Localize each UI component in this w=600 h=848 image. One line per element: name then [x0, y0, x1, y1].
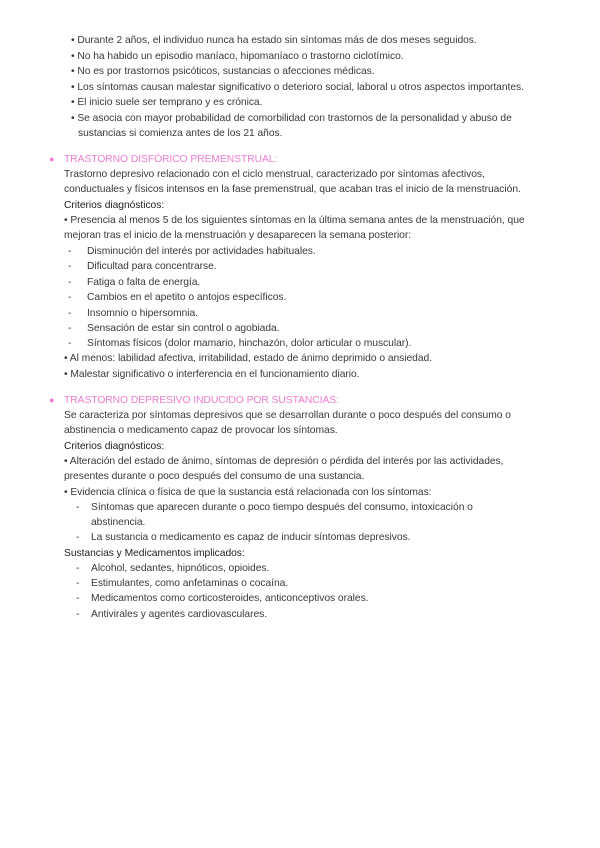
symptom-item: Disminución del interés por actividades habituales. [87, 246, 316, 257]
substances-heading: Sustancias y Medicamentos implicados: [64, 548, 245, 559]
section-marker-icon: ● [49, 395, 55, 405]
criteria-lead: mejoran tras el inicio de la menstruación y desaparecen la semana posterior: [64, 230, 412, 241]
section-intro: Trastorno depresivo relacionado con el ciclo menstrual, caracterizado por síntomas afectivos, [64, 169, 485, 180]
dash-marker: - [76, 578, 80, 589]
symptom-item: Dificultad para concentrarse. [87, 261, 217, 272]
bullet-item: • Malestar significativo o interferencia en el funcionamiento diario. [64, 369, 360, 380]
bullet-item: • No ha habido un episodio maníaco, hipomaníaco o trastorno ciclotímico. [71, 51, 404, 62]
bullet-item-continuation: sustancias si comienza antes de los 21 años. [78, 128, 283, 139]
dash-marker: - [76, 563, 80, 574]
bullet-item: • No es por trastornos psicóticos, sustancias o afecciones médicas. [71, 66, 375, 77]
bullet-item: • Alteración del estado de ánimo, síntomas de depresión o pérdida del interés por las actividades, [64, 456, 504, 467]
section-title: TRASTORNO DEPRESIVO INDUCIDO POR SUSTANCIAS: [64, 395, 339, 406]
substance-item: Alcohol, sedantes, hipnóticos, opioides. [91, 563, 270, 574]
bullet-item: • Se asocia con mayor probabilidad de comorbilidad con trastornos de la personalidad y abuso de [71, 113, 512, 124]
symptom-item: Cambios en el apetito o antojos específicos. [87, 292, 287, 303]
dash-marker: - [68, 261, 72, 272]
dash-marker: - [76, 502, 80, 513]
criteria-lead: • Presencia al menos 5 de los siguientes síntomas en la última semana antes de la menstruación, que [64, 215, 525, 226]
criteria-heading: Criterios diagnósticos: [64, 200, 165, 211]
symptom-item: Fatiga o falta de energía. [87, 277, 201, 288]
section-intro: conductuales y físicos intensos en la fase premenstrual, que acaban tras el inicio de la menstruación. [64, 184, 521, 195]
symptom-item: Insomnio o hipersomnia. [87, 308, 199, 319]
dash-marker: - [68, 323, 72, 334]
criteria-heading: Criterios diagnósticos: [64, 441, 165, 452]
substance-item: Antivirales y agentes cardiovasculares. [91, 609, 268, 620]
dash-marker: - [76, 532, 80, 543]
dash-marker: - [68, 338, 72, 349]
evidence-item: La sustancia o medicamento es capaz de inducir síntomas depresivos. [91, 532, 411, 543]
bullet-item: • El inicio suele ser temprano y es crónica. [71, 97, 263, 108]
dash-marker: - [68, 246, 72, 257]
dash-marker: - [68, 308, 72, 319]
section-title: TRASTORNO DISFÓRICO PREMENSTRUAL: [64, 154, 278, 165]
bullet-item: • Al menos: labilidad afectiva, irritabilidad, estado de ánimo deprimido o ansiedad. [64, 353, 433, 364]
dash-marker: - [68, 277, 72, 288]
section-marker-icon: ● [49, 154, 55, 164]
bullet-item: • Los síntomas causan malestar significativo o deterioro social, laboral u otros aspectos importantes. [71, 82, 524, 93]
section-intro: Se caracteriza por síntomas depresivos que se desarrollan durante o poco después del consumo o [64, 410, 511, 421]
substance-item: Medicamentos como corticosteroides, anticonceptivos orales. [91, 593, 369, 604]
bullet-item: • Durante 2 años, el individuo nunca ha estado sin síntomas más de dos meses seguidos. [71, 35, 477, 46]
symptom-item: Síntomas físicos (dolor mamario, hinchazón, dolor articular o muscular). [87, 338, 412, 349]
section-intro: abstinencia o medicamento capaz de provocar los síntomas. [64, 425, 338, 436]
evidence-item: Síntomas que aparecen durante o poco tiempo después del consumo, intoxicación o [91, 502, 473, 513]
bullet-item-continuation: presentes durante o poco después del consumo de una sustancia. [64, 471, 365, 482]
evidence-item-continuation: abstinencia. [91, 517, 146, 528]
substance-item: Estimulantes, como anfetaminas o cocaína. [91, 578, 289, 589]
dash-marker: - [68, 292, 72, 303]
symptom-item: Sensación de estar sin control o agobiada. [87, 323, 280, 334]
bullet-item: • Evidencia clínica o física de que la sustancia está relacionada con los síntomas: [64, 487, 432, 498]
dash-marker: - [76, 593, 80, 604]
dash-marker: - [76, 609, 80, 620]
